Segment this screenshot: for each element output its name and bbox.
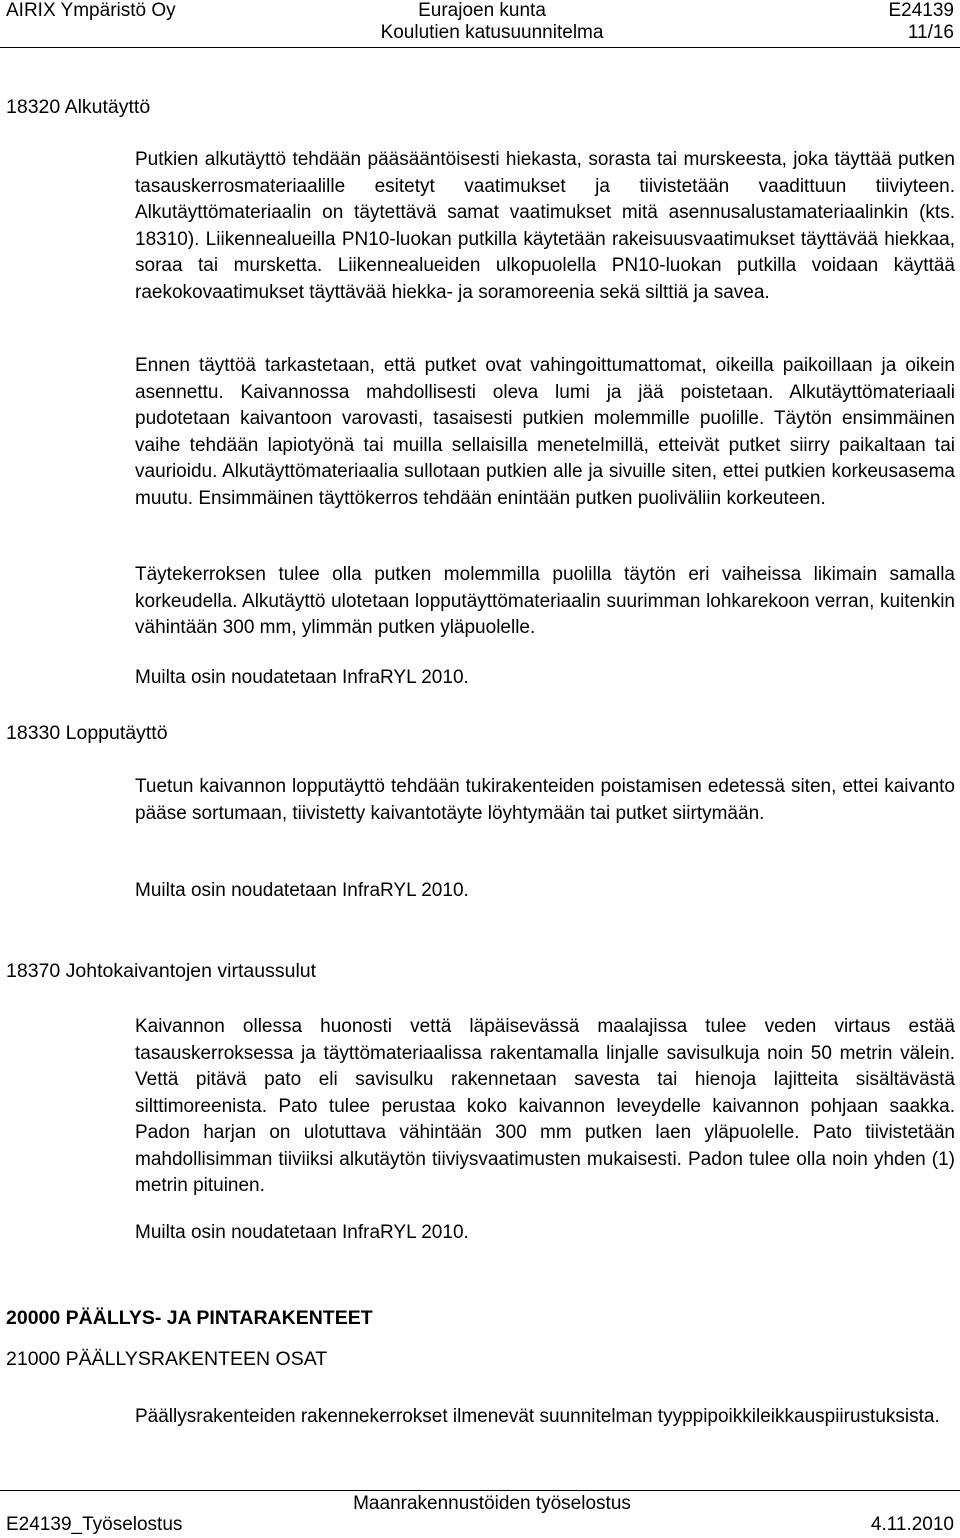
footer-document-title: Maanrakennustöiden työselostus bbox=[353, 1493, 631, 1514]
header-rule bbox=[0, 47, 960, 48]
header-doc-title: Koulutien katusuunnitelma bbox=[380, 22, 604, 43]
section-heading-18370: 18370 Johtokaivantojen virtaussulut bbox=[6, 960, 317, 982]
section-heading-21000: 21000 PÄÄLLYSRAKENTEEN OSAT bbox=[6, 1348, 328, 1370]
header-company: AIRIX Ympäristö Oy bbox=[6, 0, 176, 21]
paragraph-18320-1: Putkien alkutäyttö tehdään pääsääntöisesti hiekasta, sorasta tai murskeesta, joka täyttää putken tasauskerrosmateriaalille esitetyt vaatimukset ja tiivistetään vaadittuun tiiviyteen. Alkutäyttömateriaalin on täytettävä samat vaatimukset mitä asennusalustamateriaalinkin (kts. 18310). Liikennealueilla PN10-luokan putkilla käytetään rakeisuusvaatimukset täyttävää hiekkaa, soraa tai mursketta. Liikennealueiden ulkopuolella PN10-luokan putkilla voidaan käyttää raekokovaatimukset täyttävää hiekka- ja soramoreenia sekä silttiä ja savea. bbox=[135, 149, 955, 303]
section-heading-18320: 18320 Alkutäyttö bbox=[6, 96, 151, 118]
section-heading-18330: 18330 Lopputäyttö bbox=[6, 722, 168, 744]
paragraph-18320-2: Ennen täyttöä tarkastetaan, että putket ovat vahingoittumattomat, oikeilla paikoillaan ja oikein asennettu. Kaivannossa mahdollisesti oleva lumi ja jää poistetaan. Alkutäyttömateriaali pudotetaan kaivantoon varovasti, tasaisesti putkien molemmille puolille. Täytön ensimmäinen vaihe tehdään lapiotyönä tai muilla sellaisilla menetelmillä, etteivät putket siirry paikaltaan tai vaurioidu. Alkutäyttömateriaalia sullotaan putkien alle ja sivuille siten, ettei putkien korkeusasema muutu. Ensimmäinen täyttökerros tehdään enintään putken puoliväliin korkeuteen. bbox=[135, 355, 955, 509]
paragraph-18330-2: Muilta osin noudatetaan InfraRYL 2010. bbox=[135, 880, 469, 901]
paragraph-21000-1: Päällysrakenteiden rakennekerrokset ilmenevät suunnitelman tyyppipoikkileikkauspiirustuksista. bbox=[135, 1406, 940, 1427]
footer-rule bbox=[0, 1490, 960, 1491]
footer-file-name: E24139_Työselostus bbox=[6, 1514, 183, 1535]
header-page-number: 11/16 bbox=[907, 22, 954, 43]
paragraph-18320-4: Muilta osin noudatetaan InfraRYL 2010. bbox=[135, 667, 469, 688]
paragraph-18330-1: Tuetun kaivannon lopputäyttö tehdään tukirakenteiden poistamisen edetessä siten, ettei kaivanto pääse sortumaan, tiivistetty kaivantotäyte löyhtymään tai putket siirtymään. bbox=[135, 776, 955, 824]
header-client: Eurajoen kunta bbox=[418, 0, 546, 21]
paragraph-18370-1: Kaivannon ollessa huonosti vettä läpäisevässä maalajissa tulee veden virtaus estää tasauskerroksessa ja täyttömateriaalissa rakentamalla linjalle savisulkuja noin 50 metrin välein. Vettä pitävä pato eli savisulku rakennetaan savesta tai hienoja lajitteita sisältävästä silttimoreenista. Pato tulee perustaa koko kaivannon leveydelle kaivannon pohjaan saakka. Padon harjan on ulotuttava vähintään 300 mm putken laen yläpuolelle. Pato tiivistetään mahdollisimman tiiviiksi alkutäytön tiiviysvaatimusten mukaisesti. Padon tulee olla noin yhden (1) metrin pituinen. bbox=[135, 1016, 955, 1196]
section-heading-20000: 20000 PÄÄLLYS- JA PINTARAKENTEET bbox=[6, 1307, 373, 1329]
paragraph-18320-3: Täytekerroksen tulee olla putken molemmilla puolilla täytön eri vaiheissa likimain samalla korkeudella. Alkutäyttö ulotetaan lopputäyttömateriaalin suurimman lohkarekoon verran, kuitenkin vähintään 300 mm, ylimmän putken yläpuolelle. bbox=[135, 564, 955, 638]
footer-date: 4.11.2010 bbox=[870, 1514, 954, 1535]
header-project-code: E24139 bbox=[888, 0, 954, 21]
paragraph-18370-2: Muilta osin noudatetaan InfraRYL 2010. bbox=[135, 1222, 469, 1243]
